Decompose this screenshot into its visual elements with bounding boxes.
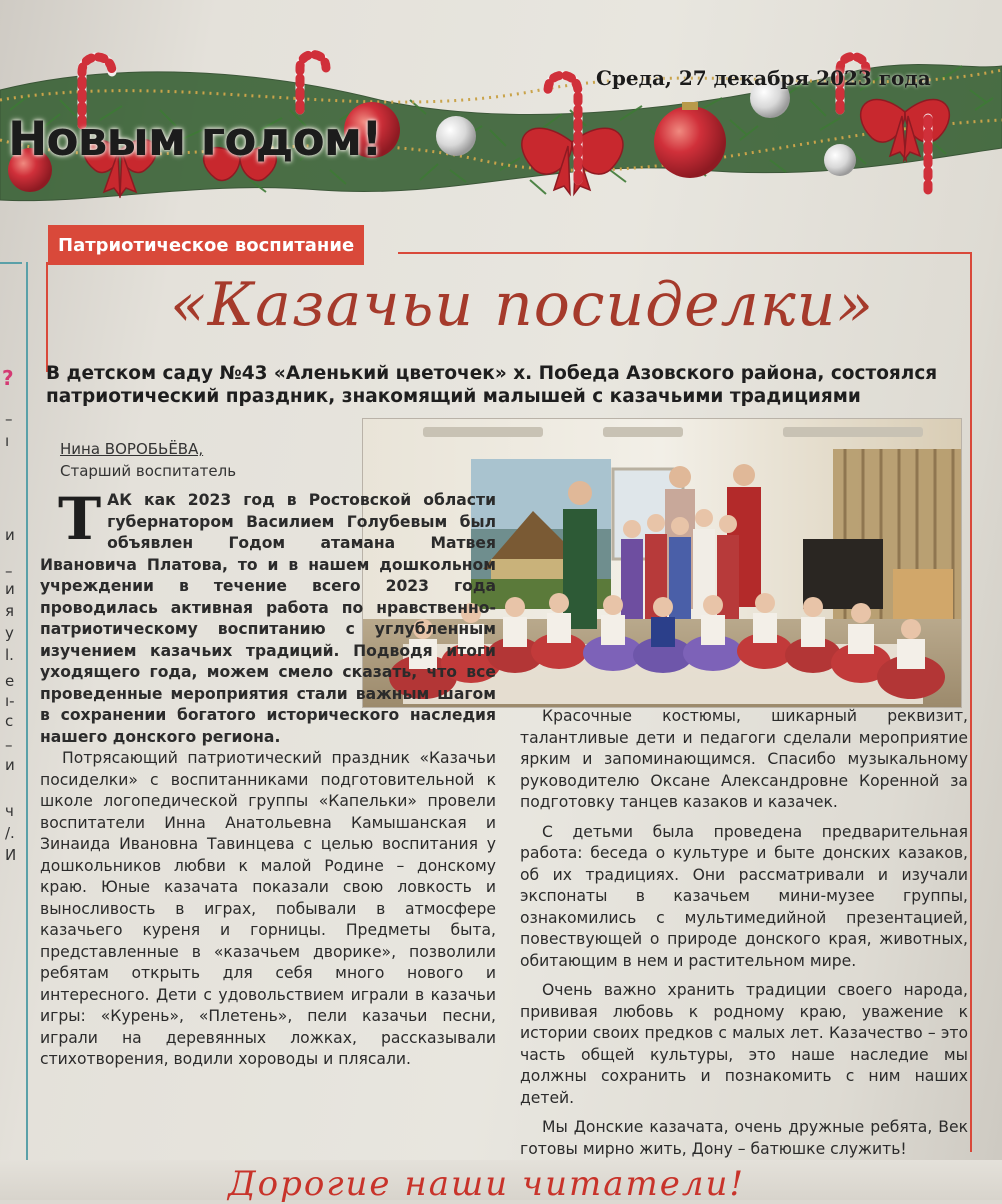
- pink-glyph: ?: [2, 366, 14, 390]
- cut-text-char: /.: [5, 824, 15, 842]
- cut-text-char: с: [5, 712, 14, 730]
- article-frame-right: [970, 252, 972, 1152]
- cut-text-char: у: [5, 624, 14, 642]
- cut-text-char: –: [5, 410, 13, 428]
- next-article-heading: Дорогие наши читатели!: [228, 1164, 746, 1204]
- banner-title: Новым годом!: [8, 112, 382, 167]
- article-frame-top: [398, 252, 972, 254]
- article-column-right: [520, 706, 968, 1168]
- cut-text-char: и: [5, 580, 15, 598]
- author-role: Старший воспитатель: [60, 462, 237, 480]
- issue-date: Среда, 27 декабря 2023 года: [596, 66, 931, 90]
- body-paragraph: Очень важно хранить традиции своего народа, прививая любовь к родному краю, уважение к истории своих предков с малых лет. Казачество – это часть общей культуры, это наше наследие мы должны сохранить и познакомить с ним наших детей.: [520, 981, 968, 1107]
- cut-text-char: ı-: [5, 692, 15, 710]
- column-rule: [0, 262, 22, 264]
- previous-column-edge: [0, 262, 28, 1162]
- cut-text-char: е: [5, 672, 15, 690]
- rubric-label: Патриотическое воспитание: [48, 225, 364, 265]
- article-lead: В детском саду №43 «Аленький цветочек» х. Победа Азовского района, состоялся патриотический праздник, знакомящий малышей с казачьими традициями: [46, 363, 938, 407]
- holiday-banner: [0, 30, 1002, 210]
- article-headline: «Казачьи посиделки»: [170, 270, 875, 340]
- body-paragraph: Потрясающий патриотический праздник «Казачьи посиделки» с воспитанниками подготовительной к школе логопедической группы «Капельки» провели воспитатели Инна Анатольевна Камышанская и Зинаида Ивановна Тавинцева с целью воспитания у дошкольников любви к малой Родине – донскому краю. Юные казачата показали свою ловкость и выносливость в играх, побывали в атмосфере казачьего куреня и горницы. Предметы быта, представленные в «казачьем дворике», позволили ребятам открыть для себя много нового и интересного. Дети с удовольствием играли в казачьи игры: «Курень», «Плетень», пели казачьи песни, играли на деревянных ложках, рассказывали стихотворения, водили хороводы и плясали.: [40, 749, 496, 1068]
- cut-text-char: и: [5, 526, 15, 544]
- cut-text-char: И: [5, 846, 17, 864]
- body-paragraph: С детьми была проведена предварительная работа: беседа о культуре и быте донских казаков, об их традициях. Они рассматривали и изучали экспонаты в казачьем мини-музее группы, ознакомились с мультимедийной презентацией, повествующей о природе донского края, животных, обитающим в нем и растительном мире.: [520, 822, 968, 970]
- body-paragraph: Красочные костюмы, шикарный реквизит, талантливые дети и педагоги сделали мероприятие ярким и запоминающимся. Спасибо музыкальному руководителю Оксане Александровне Коренной за подготовку танцев казаков и казачек.: [520, 707, 968, 811]
- cut-text-char: и: [5, 756, 15, 774]
- intro-text: АК как 2023 год в Ростовской области губернатором Василием Голубевым был объявлен Годом атамана Матвея Ивановича Платова, то и в нашем дошкольном учреждении в течение всего 2023 года проводилась активная работа по нравственно-патриотическому воспитанию с углубленным изучением казачьих традиций. Подводя итоги уходящего года, можем смело сказать, что все проведенные мероприятия стали важным шагом в сохранении богатого исторического наследия нашего донского региона.: [40, 491, 496, 746]
- cut-text-char: ı: [5, 432, 10, 450]
- cut-text-char: ч: [5, 802, 14, 820]
- closing-verse: Мы Донские казачата, очень дружные ребята, Век готовы мирно жить, Дону – батюшке служить!: [520, 1118, 968, 1158]
- cut-text-char: –: [5, 736, 13, 754]
- article-frame-left: [46, 262, 48, 372]
- article-column-left: [40, 485, 496, 1071]
- cut-text-char: я: [5, 602, 15, 620]
- author-name: Нина ВОРОБЬЁВА,: [60, 440, 204, 458]
- cut-text-char: l.: [5, 646, 14, 664]
- cut-text-char: –: [5, 562, 13, 580]
- intro-paragraph: [40, 485, 496, 748]
- drop-cap: Т: [58, 485, 102, 553]
